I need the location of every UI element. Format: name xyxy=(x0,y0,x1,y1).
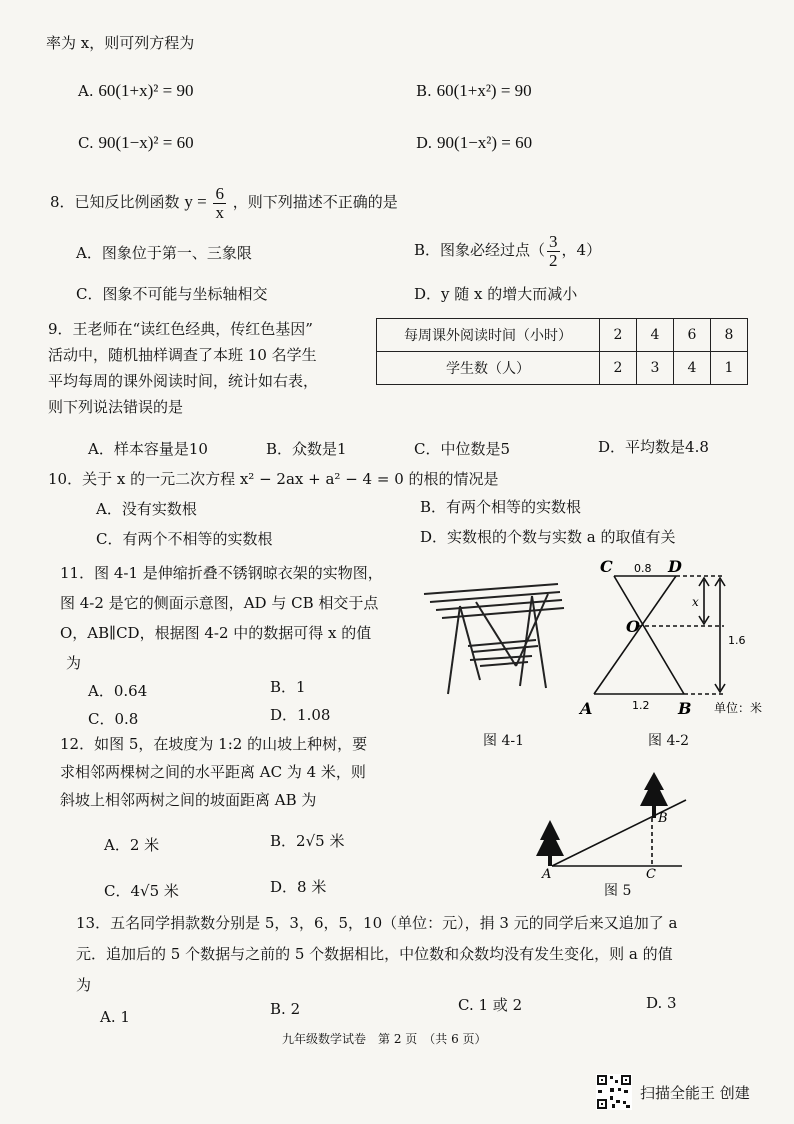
q11-option-b: B．1 xyxy=(270,678,306,696)
label-b: B xyxy=(678,699,692,718)
q7-lead: 率为 x，则可列方程为 xyxy=(46,34,195,52)
label-x: x xyxy=(692,595,699,609)
table-cell: 3 xyxy=(637,352,674,385)
reading-time-table xyxy=(376,318,748,385)
q9-option-b: B．众数是1 xyxy=(266,440,347,458)
label-b: B xyxy=(658,811,668,826)
figure-5-slope xyxy=(530,770,690,880)
label-ab-length: 1.2 xyxy=(632,699,650,712)
figure-4-2-diagram xyxy=(578,556,778,726)
label-cd-length: 0.8 xyxy=(634,562,652,575)
table-header-hours: 每周课外阅读时间（小时） xyxy=(377,319,600,352)
q8-option-c: C．图象不可能与坐标轴相交 xyxy=(76,285,268,303)
table-cell: 1 xyxy=(711,352,748,385)
q10-option-b: B．有两个相等的实数根 xyxy=(420,498,582,516)
label-d: D xyxy=(668,557,682,576)
q11-option-d: D．1.08 xyxy=(270,706,331,724)
label-o: O xyxy=(626,617,640,636)
q10-stem: 10．关于 x 的一元二次方程 x² − 2ax + a² − 4 = 0 的根的情况是 xyxy=(48,470,499,488)
q11-option-a: A．0.64 xyxy=(88,682,148,700)
q12-stem: 12．如图 5，在坡度为 1:2 的山坡上种树，要 求相邻两棵树之间的水平距离 AC 为 4 米，则 斜坡上相邻两树之间的坡面距离 AB 为 xyxy=(60,735,368,809)
q9-option-c: C．中位数是5 xyxy=(414,440,511,458)
label-c: C xyxy=(600,557,613,576)
label-a: A xyxy=(580,699,593,718)
q13-option-d: D. 3 xyxy=(646,994,677,1012)
q10-option-c: C．有两个不相等的实数根 xyxy=(96,530,273,548)
scanner-watermark: 扫描全能王 创建 xyxy=(640,1084,750,1102)
q8-option-a: A．图象位于第一、三象限 xyxy=(76,244,252,262)
q7-option-c: C. 90(1−x)² = 60 xyxy=(78,133,194,152)
figure-5-caption: 图 5 xyxy=(604,883,632,899)
table-cell: 6 xyxy=(674,319,711,352)
q12-option-a: A．2 米 xyxy=(104,836,160,854)
label-a: A xyxy=(542,867,552,882)
q13-option-a: A. 1 xyxy=(100,1008,130,1026)
table-cell: 4 xyxy=(674,352,711,385)
table-cell: 2 xyxy=(600,352,637,385)
table-header-students: 学生数（人） xyxy=(377,352,600,385)
table-cell: 4 xyxy=(637,319,674,352)
page-footer: 九年级数学试卷 第 2 页 （共 6 页） xyxy=(282,1032,487,1046)
q7-option-a: A. 60(1+x)² = 90 xyxy=(78,81,194,100)
table-cell: 8 xyxy=(711,319,748,352)
q13-stem: 13．五名同学捐款数分别是 5，3，6，5，10（单位：元），捐 3 元的同学后来又追加了 a 元．追加后的 5 个数据与之前的 5 个数据相比，中位数和众数均没有发生变化，则 a 的值 为 xyxy=(76,914,678,994)
table-row xyxy=(377,352,748,385)
table-cell: 2 xyxy=(600,319,637,352)
q9-option-a: A．样本容量是10 xyxy=(88,440,208,458)
q11-stem: 11．图 4-1 是伸缩折叠不锈钢晾衣架的实物图， 图 4-2 是它的侧面示意图，AD 与 CB 相交于点 O，AB∥CD，根据图 4-2 中的数据可得 x 的值 为 xyxy=(60,564,383,672)
q9-stem: 9．王老师在“读红色经典，传红色基因” 活动中，随机抽样调查了本班 10 名学生 平均每周的课外阅读时间，统计如右表， 则下列说法错误的是 xyxy=(48,320,319,416)
qr-code-icon xyxy=(596,1074,632,1110)
table-row xyxy=(377,319,748,352)
q8-fraction: $\frac{6}{x}$ xyxy=(215,183,224,222)
q10-option-d: D．实数根的个数与实数 a 的取值有关 xyxy=(420,528,676,546)
label-height: 1.6 xyxy=(728,634,746,647)
figure-4-1-caption: 图 4-1 xyxy=(483,733,524,749)
q8-stem: 8．已知反比例函数 y = $\frac{6}{x}$ ，则下列描述不正确的是 xyxy=(50,183,398,222)
q8-option-b: B．图象必经过点（ $\frac{3}{2}$ ，4） xyxy=(414,231,602,270)
tree-icon xyxy=(536,820,564,866)
q13-option-b: B. 2 xyxy=(270,1000,301,1018)
figure-4-2-caption: 图 4-2 xyxy=(648,733,689,749)
q9-option-d: D．平均数是4.8 xyxy=(598,438,709,456)
q12-option-d: D．8 米 xyxy=(270,878,327,896)
drying-rack-figure xyxy=(420,576,570,726)
q10-option-a: A．没有实数根 xyxy=(96,500,197,518)
q12-option-b: B．2√5 米 xyxy=(270,832,345,850)
q13-option-c: C. 1 或 2 xyxy=(458,996,523,1014)
label-c: C xyxy=(646,867,656,882)
q8-option-d: D．y 随 x 的增大而减小 xyxy=(414,285,578,303)
q11-option-c: C．0.8 xyxy=(88,710,139,728)
label-unit: 单位：米 xyxy=(714,701,763,715)
q12-option-c: C．4√5 米 xyxy=(104,882,179,900)
q7-option-d: D. 90(1−x²) = 60 xyxy=(416,133,533,152)
q7-option-b: B. 60(1+x²) = 90 xyxy=(416,81,532,100)
